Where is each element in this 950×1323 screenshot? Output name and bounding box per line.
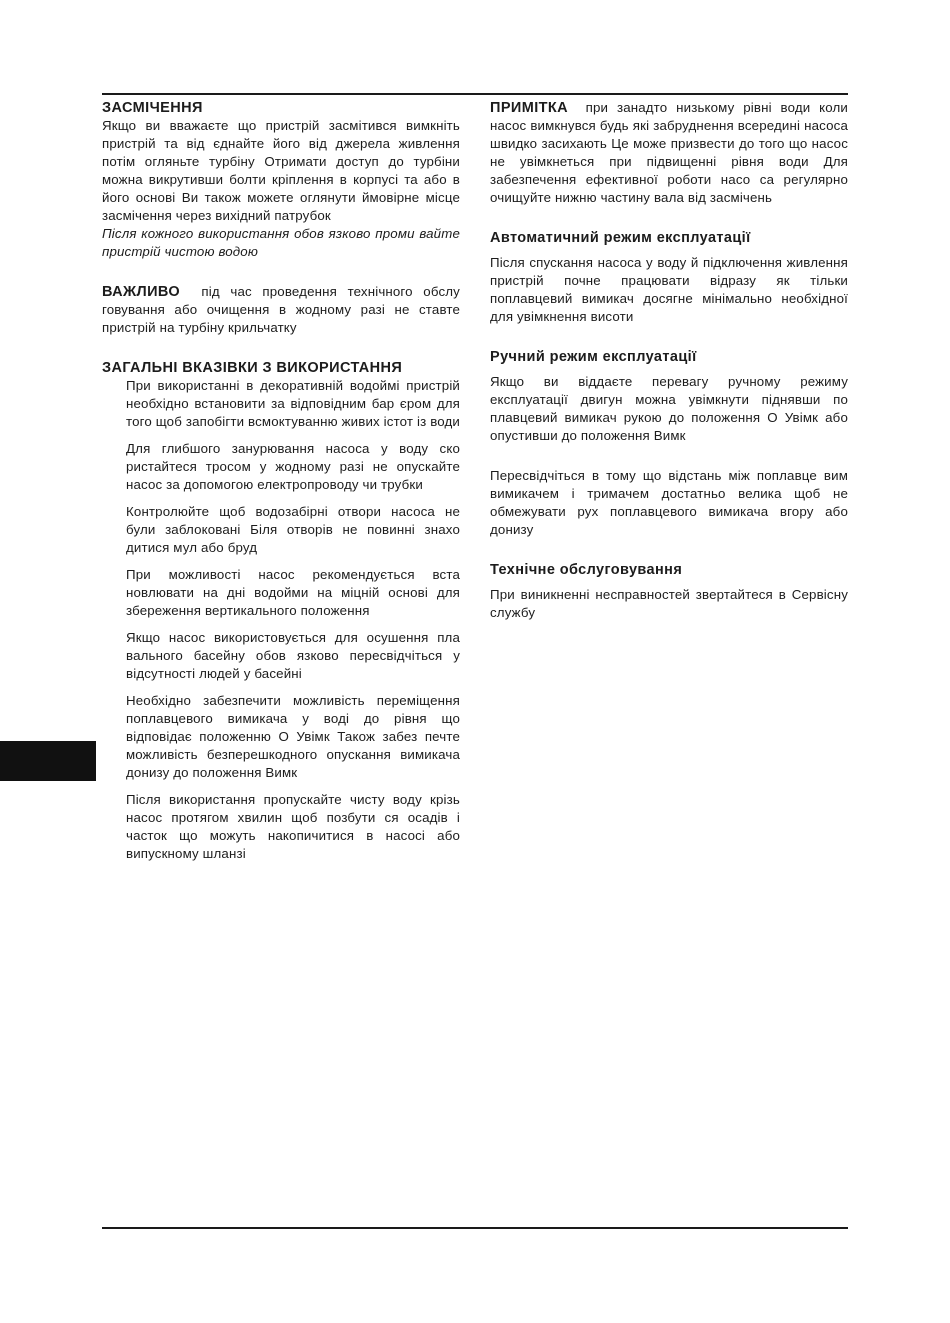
important-lead: ВАЖЛИВО xyxy=(102,284,181,300)
language-tab-marker xyxy=(0,741,96,781)
important-body: під час проведення технічного обслу говування або очищення в жодному разі не ставте пристрій на турбіну крильчатку xyxy=(102,284,460,335)
manual-mode-body: Якщо ви віддаєте перевагу ручному режиму експлуатації двигун можна увімкнути піднявши по плавцевий вимикач рукою до положення О Увімк або опустивши до положення Вимк xyxy=(490,374,848,443)
list-item: При використанні в декоративній водоймі пристрій необхідно встановити за відповідним бар єром для того щоб запобігти всмоктуванню живих істот із води xyxy=(126,378,461,429)
top-rule xyxy=(102,93,848,95)
important-paragraph xyxy=(102,283,460,337)
note-body: при занадто низькому рівні води коли насос вимкнувся будь які забруднення всередині насоса швидко засихають Це може призвести до того що насос не увімкнеться при підвищенні рівня води Для забезпечення ефективної роботи насо са регулярно очищуйте нижню частину вала від засмічень xyxy=(490,100,848,205)
auto-mode-heading: Автоматичний режим експлуатації xyxy=(490,230,751,246)
list-item: Необхідно забезпечити можливість переміщення поплавцевого вимикача у воді до рівня що відповідає положенню О Увімк Також забез печте можливість безперешкодного опускання вимикача донизу до положення Вимк xyxy=(126,693,460,780)
general-guidelines-list xyxy=(126,377,460,863)
clogging-note: Після кожного використання обов язково проми вайте пристрій чистою водою xyxy=(102,226,460,259)
note-paragraph xyxy=(490,99,848,207)
list-item: Після використання пропускайте чисту воду крізь насос протягом хвилин щоб позбути ся осадів і часток що можуть накопичитися в насосі або випускному шланзі xyxy=(126,792,460,861)
bottom-rule xyxy=(102,1227,848,1229)
maintenance-heading: Технічне обслуговування xyxy=(490,562,683,578)
list-item: При можливості насос рекомендується вста новлювати на дні водойми на міцній основі для збереження вертикального положення xyxy=(126,567,460,618)
manual-mode-clearance: Пересвідчіться в тому що відстань між поплавце вим вимикачем і тримачем достатньо велика щоб не обмежувати рух поплавцевого вимикача вгору або донизу xyxy=(490,468,848,537)
left-column xyxy=(102,99,460,872)
right-column xyxy=(490,99,848,622)
note-lead: ПРИМІТКА xyxy=(490,100,569,116)
auto-mode-body: Після спускання насоса у воду й підключення живлення пристрій почне працювати відразу як тільки поплавцевий вимикач досягне мінімально необхідної для увімкнення висоти xyxy=(490,255,848,324)
list-item: Якщо насос використовується для осушення пла вального басейну обов язково пересвідчіться у відсутності людей у басейні xyxy=(126,630,460,681)
list-item: Для глибшого занурювання насоса у воду ско ристайтеся тросом у жодному разі не опускайте насос за допомогою електропроводу чи трубки xyxy=(126,441,460,492)
clogging-heading: ЗАСМІЧЕННЯ xyxy=(102,100,203,116)
maintenance-body: При виникненні несправностей звертайтеся в Сервісну службу xyxy=(490,587,848,620)
list-item: Контролюйте щоб водозабірні отвори насоса не були заблоковані Біля отворів не повинні знахо дитися мул або бруд xyxy=(126,504,460,555)
general-guidelines-heading: ЗАГАЛЬНІ ВКАЗІВКИ З ВИКОРИСТАННЯ xyxy=(102,360,403,376)
manual-mode-heading: Ручний режим експлуатації xyxy=(490,349,697,365)
clogging-body: Якщо ви вважаєте що пристрій засмітився вимкніть пристрій та від єднайте його від джерела живлення потім огляньте турбіну Отримати доступ до турбіни можна викрутивши болти кріплення в корпусі та або в його основі Ви також можете оглянути ймовірне місце засмічення через вихідний патрубок xyxy=(102,118,460,223)
